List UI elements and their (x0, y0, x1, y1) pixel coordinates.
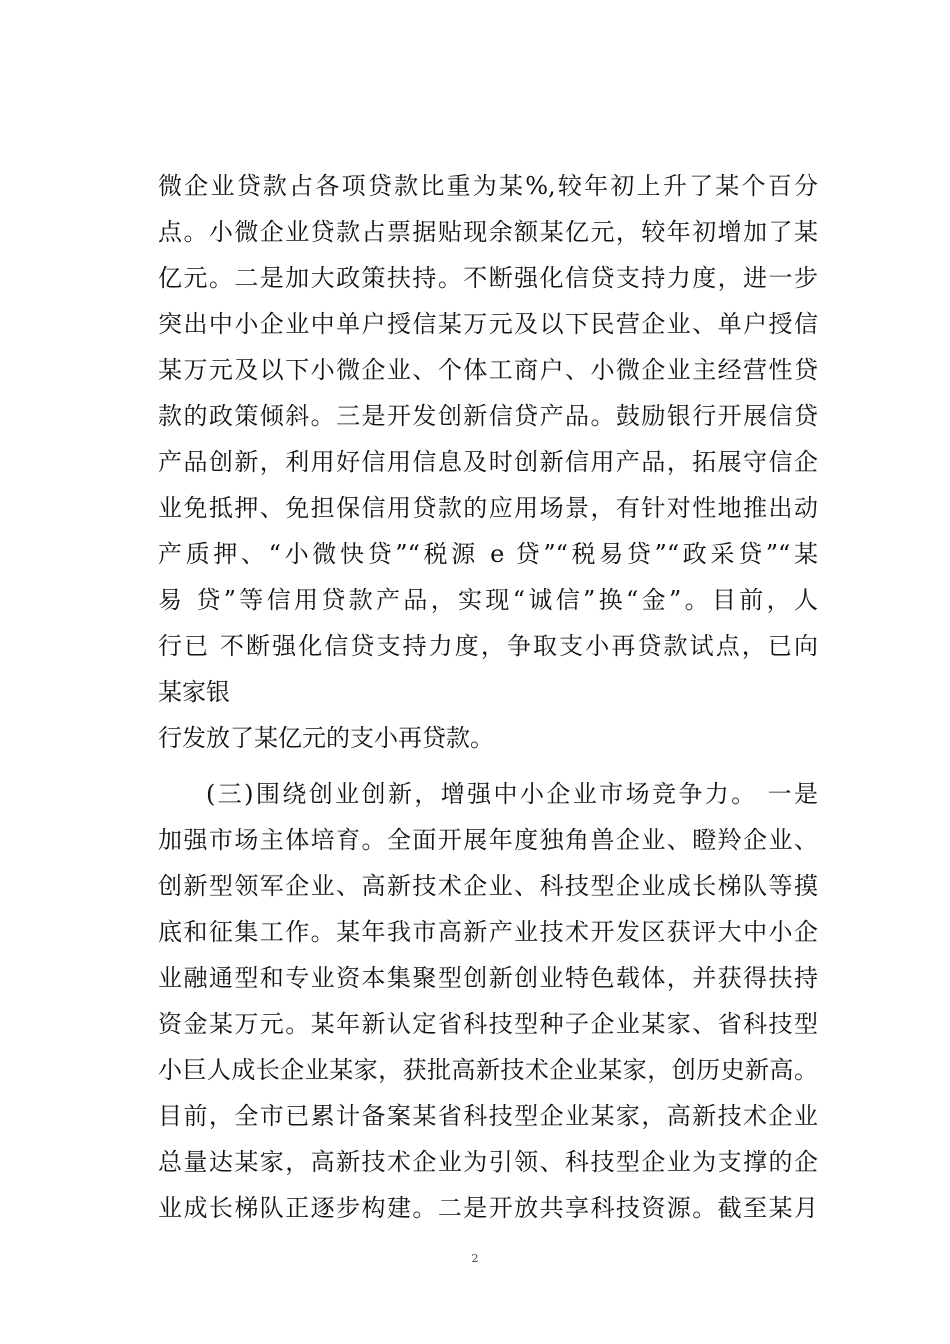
paragraph-1-line-9: 产质押、“小微快贷”“税源 e 贷”“税易贷”“政采贷”“某 (158, 540, 818, 568)
page-number: 2 (471, 1252, 479, 1265)
paragraph-2-line-2: 加强市场主体培育。全面开展年度独角兽企业、瞪羚企业、 (158, 826, 818, 854)
paragraph-2-line-7: 小巨人成长企业某家，获批高新技术企业某家，创历史新高。 (158, 1056, 818, 1084)
paragraph-2-line-4: 底和征集工作。某年我市高新产业技术开发区获评大中小企 (158, 918, 818, 946)
paragraph-1-line-4: 突出中小企业中单户授信某万元及以下民营企业、单户授信 (158, 310, 818, 338)
paragraph-1-line-12: 某家银 (158, 678, 230, 706)
paragraph-2-line-3: 创新型领军企业、高新技术企业、科技型企业成长梯队等摸 (158, 872, 818, 900)
paragraph-1-line-7: 产品创新，利用好信用信息及时创新信用产品，拓展守信企 (158, 448, 818, 476)
paragraph-2-line-1: (三)围绕创业创新，增强中小企业市场竞争力。 一是 (206, 780, 818, 808)
paragraph-2-line-6: 资金某万元。某年新认定省科技型种子企业某家、省科技型 (158, 1010, 818, 1038)
paragraph-2-line-9: 总量达某家，高新技术企业为引领、科技型企业为支撑的企 (158, 1148, 818, 1176)
paragraph-1-line-5: 某万元及以下小微企业、个体工商户、小微企业主经营性贷 (158, 356, 818, 384)
paragraph-1-line-6: 款的政策倾斜。三是开发创新信贷产品。鼓励银行开展信贷 (158, 402, 818, 430)
paragraph-1-line-3: 亿元。二是加大政策扶持。不断强化信贷支持力度，进一步 (158, 264, 818, 292)
paragraph-1-line-11: 行已 不断强化信贷支持力度，争取支小再贷款试点，已向 (158, 632, 818, 660)
paragraph-2-line-5: 业融通型和专业资本集聚型创新创业特色载体，并获得扶持 (158, 964, 818, 992)
paragraph-1-line-10: 易 贷”等信用贷款产品，实现“诚信”换“金”。目前，人 (158, 586, 818, 614)
paragraph-1-line-1: 微企业贷款占各项贷款比重为某%,较年初上升了某个百分 (158, 172, 818, 200)
paragraph-1-line-2: 点。小微企业贷款占票据贴现余额某亿元，较年初增加了某 (158, 218, 818, 246)
paragraph-2-line-8: 目前，全市已累计备案某省科技型企业某家，高新技术企业 (158, 1102, 818, 1130)
paragraph-2-line-10: 业成长梯队正逐步构建。二是开放共享科技资源。截至某月 (158, 1194, 818, 1222)
paragraph-1-line-13: 行发放了某亿元的支小再贷款。 (158, 724, 494, 752)
paragraph-1-line-8: 业免抵押、免担保信用贷款的应用场景，有针对性地推出动 (158, 494, 818, 522)
